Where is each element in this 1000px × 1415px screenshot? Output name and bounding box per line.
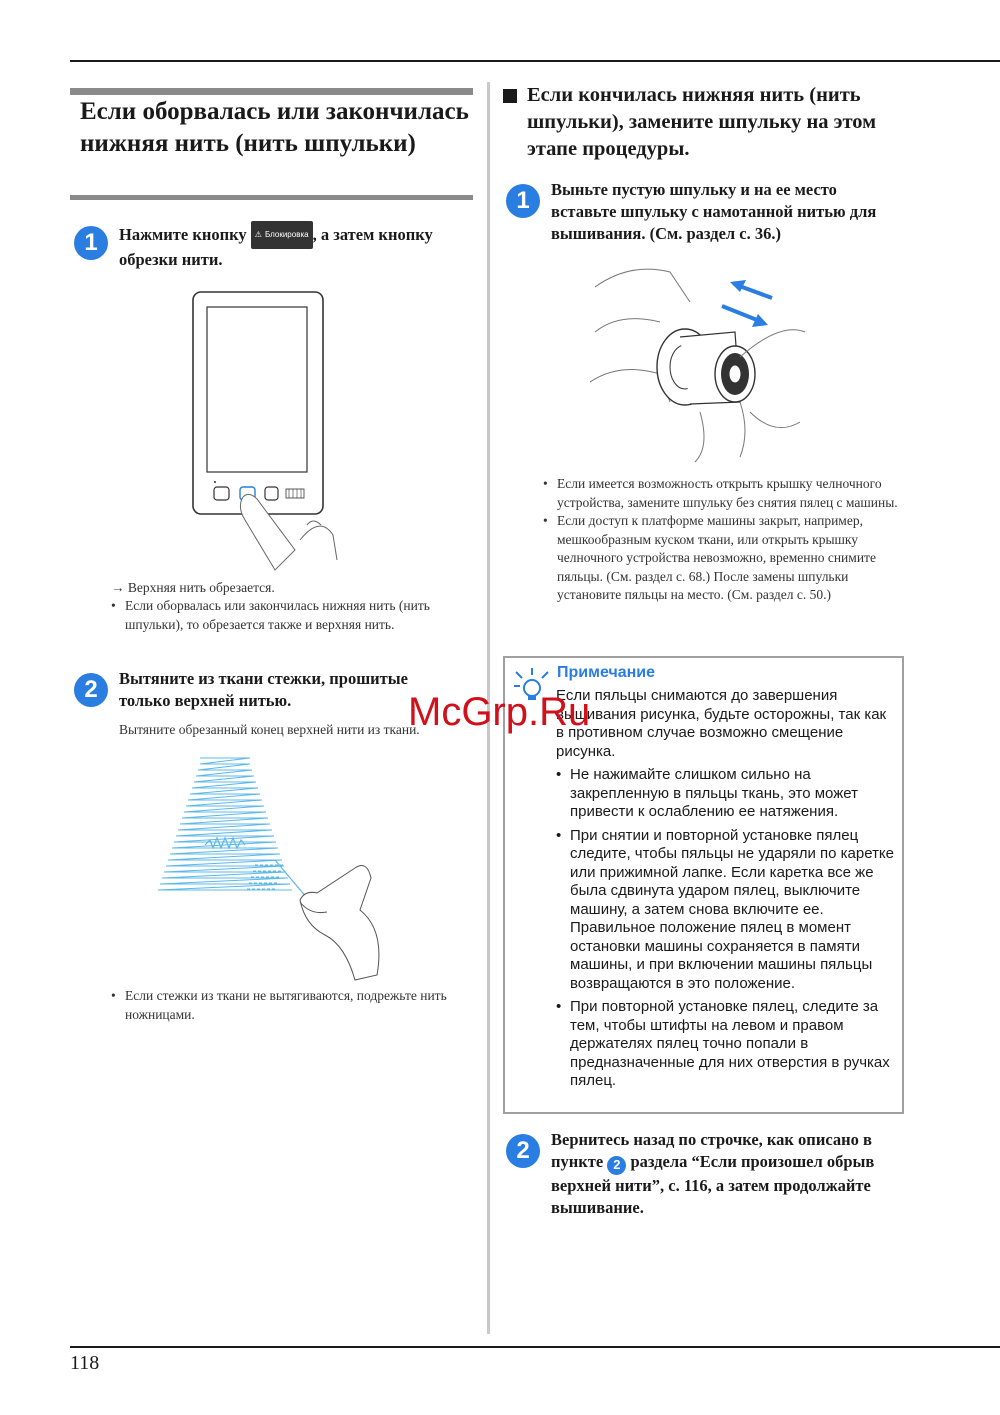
subsection-title [503,82,923,163]
right-step-1-badge: 1 [506,184,540,218]
square-marker-icon [503,89,517,103]
note-item-1-text: Не нажимайте слишком сильно на закрепленную в пяльцы ткань, это может привести к ослаблению ее натяжения. [570,766,858,820]
step-1-text [119,221,474,271]
bullet-dot: • [556,998,562,1015]
right-bullet-2-text: Если доступ к платформе машины закрыт, например, мешкообразным куском ткани, или открыть крышку челночного устройства невозможно, временно снимите пяльцы. (См. раздел с. 68.) После замены шпульки установите пяльцы на место. (См. раздел с. 50.) [557,513,876,602]
note-items [556,766,898,1091]
left-bullet-1-text: Если оборвалась или закончилась нижняя нить (нить шпульки), то обрезается также и верхняя нить. [125,598,430,632]
note-item-2-text: При снятии и повторной установке пялец следите, чтобы пяльцы не ударяли по каретке или прижимной лапке. Если каретка все же была сдвинута ударом пялец, выключите машину, а затем снова включите ее. Правильное положение пялец в момент остановки машины сохраняется в памяти машины, и при включении машины пяльцы возвращаются в это положение. [570,826,895,992]
right-step-2-badge: 2 [506,1134,540,1168]
bullet-dot: • [111,988,116,1003]
left-bullet-1 [111,597,476,634]
stitches-illustration [155,750,395,985]
right-step-2-text-before: Вернитесь назад по строчке, как описано в пункте [551,1130,872,1171]
right-step-2-text [551,1129,906,1219]
right-bullet-1 [543,475,903,512]
bobbin-illustration [590,262,815,467]
bullet-dot: • [556,766,562,783]
step-2-description: Вытяните обрезанный конец верхней нити из ткани. [119,722,420,737]
bullet-dot: • [543,513,548,528]
lock-button[interactable] [251,221,313,249]
step-1-badge: 1 [74,226,108,260]
section-title-bar-top [70,88,473,95]
note-item-3 [556,998,898,1091]
bullet-dot: • [556,826,562,844]
result-line: → Верхняя нить обрезается. [111,580,275,595]
inline-step-badge: 2 [607,1156,626,1175]
subsection-title-text: Если кончилась нижняя нить (нить шпульки), замените шпульку на этом этапе процедуры. [527,84,877,160]
watermark: McGrp.Ru [408,690,591,734]
note-item-2 [556,827,898,994]
step-2-text: Вытяните из ткани стежки, прошитые только верхней нитью. [119,669,408,710]
left-bullet-2-text: Если стежки из ткани не вытягиваются, подрежьте нить ножницами. [125,988,447,1022]
bullet-dot: • [543,476,548,491]
right-step-1-text: Выньте пустую шпульку и на ее место вставьте шпульку с намотанной нитью для вышивания. (См. раздел с. 36.) [551,180,877,243]
note-title: Примечание [557,664,656,681]
bullet-dot: • [111,598,116,613]
lock-button-label: Блокировка [264,230,309,239]
right-bullet-2 [543,512,903,605]
section-title: Если оборвалась или закончилась нижняя нить (нить шпульки) [80,98,469,157]
step-2-badge: 2 [74,673,108,707]
step-1-text-after: , а затем кнопку обрезки нити. [119,225,433,269]
step-1-text-before: Нажмите кнопку [119,225,251,244]
note-item-3-text: При повторной установке пялец, следите за тем, чтобы штифты на левом и правом держателях пялец точно попали в предназначенные для них отверстия в ручках пялец. [570,998,890,1089]
note-item-1 [556,766,898,822]
note-intro: Если пяльцы снимаются до завершения вышивания рисунка, будьте осторожны, так как в противном случае возможно смещение рисунка. [556,687,887,760]
control-panel-illustration [185,285,355,575]
left-bullet-2 [111,987,476,1024]
warning-icon: ⚠ [254,230,262,239]
page-number: 118 [70,1352,100,1374]
right-bullets [543,475,903,605]
section-title-bar-bottom [70,195,473,200]
top-rule [70,60,1000,62]
right-step-2-text-after: раздела “Если произошел обрыв верхней нити”, с. 116, а затем продолжайте вышивание. [551,1152,875,1217]
bottom-rule [70,1346,1000,1348]
right-bullet-1-text: Если имеется возможность открыть крышку челночного устройства, замените шпульку без снятия пялец с машины. [557,476,898,510]
